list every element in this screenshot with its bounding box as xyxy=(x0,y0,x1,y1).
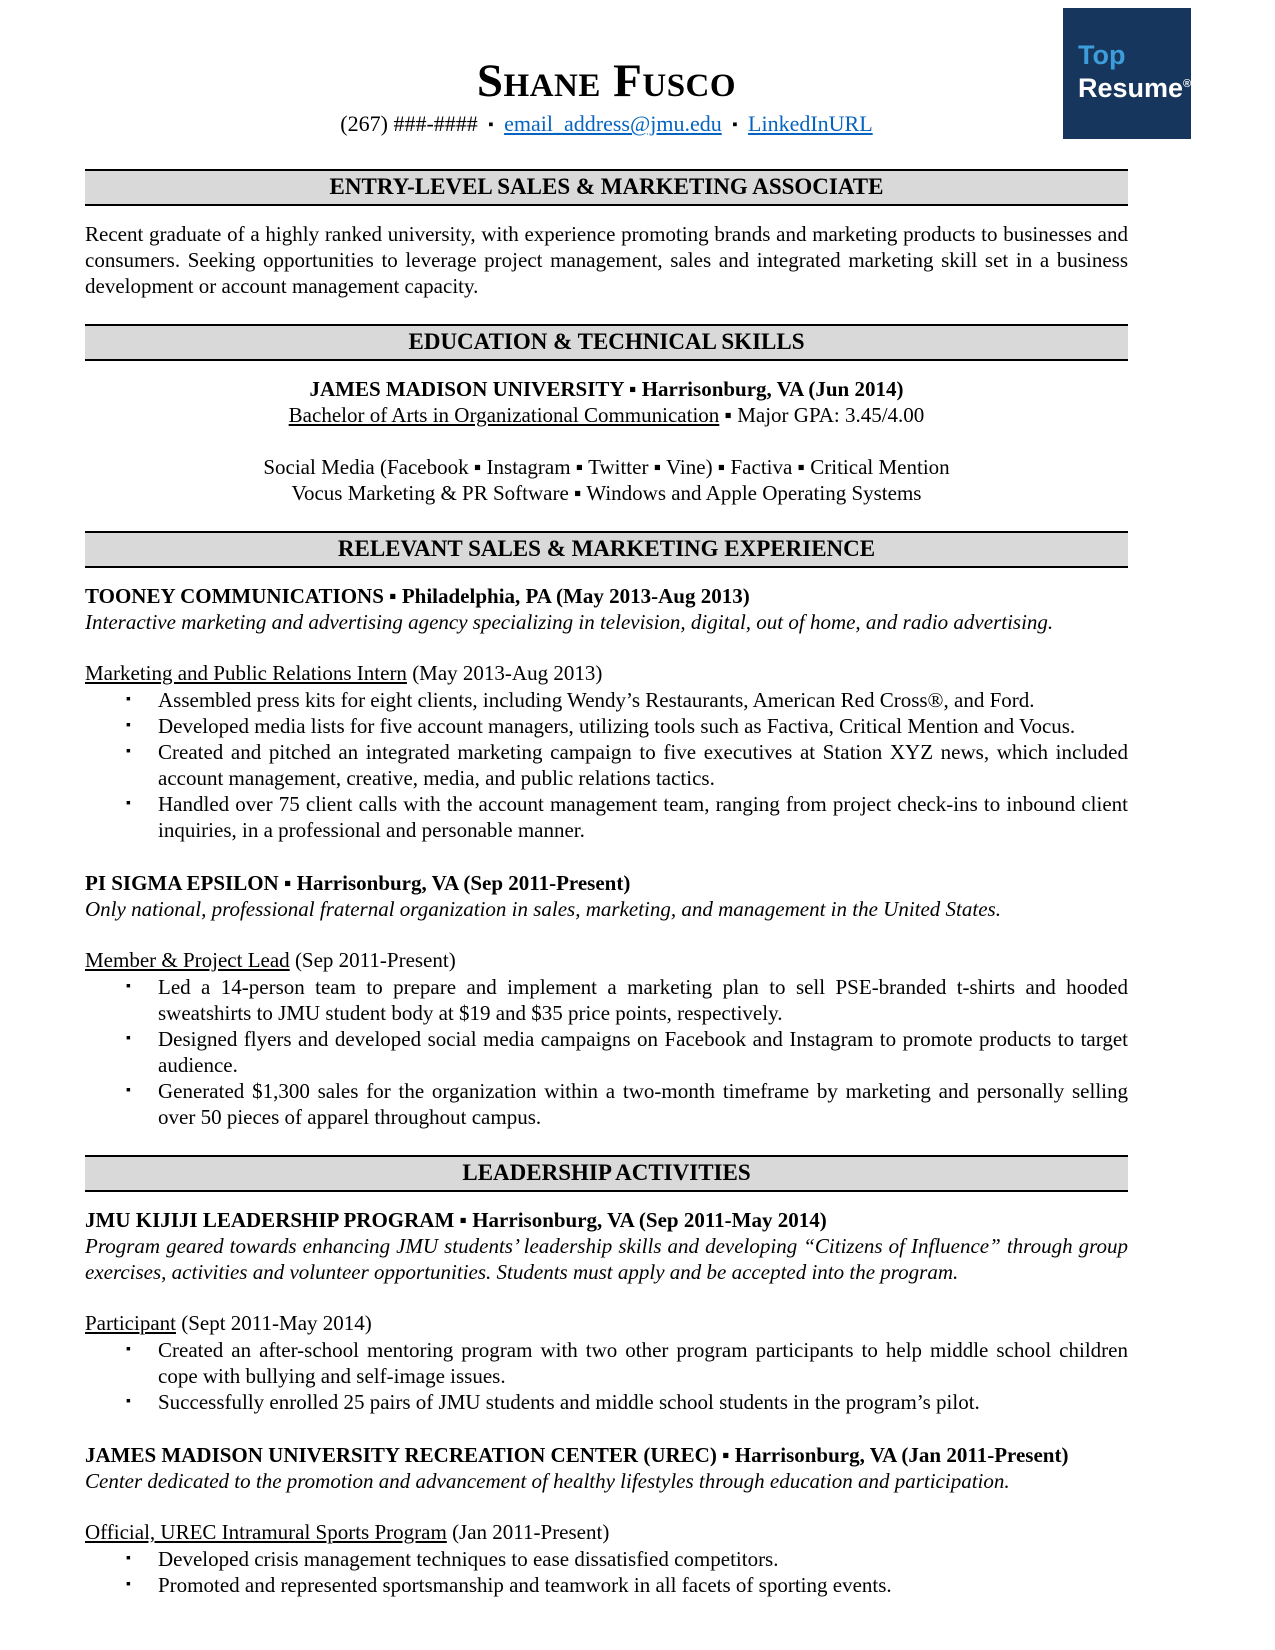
company-line: JAMES MADISON UNIVERSITY RECREATION CENTER (UREC) ▪ Harrisonburg, VA (Jan 2011-Present) xyxy=(85,1443,1069,1467)
registered-trademark-icon: ® xyxy=(1183,78,1192,90)
logo-resume-text xyxy=(1078,70,1191,103)
list-item xyxy=(125,687,1128,713)
bullet-icon: ▪ xyxy=(126,1551,131,1566)
bullet-text: Promoted and represented sportsmanship and teamwork in all facets of sporting events. xyxy=(158,1573,892,1597)
separator-icon: ▪ xyxy=(732,117,738,133)
bullet-text: Assembled press kits for eight clients, including Wendy’s Restaurants, American Red Cross®, and Ford. xyxy=(158,688,1035,712)
bullet-text: Created an after-school mentoring program with two other program participants to help middle school children cope with bullying and self-image issues. xyxy=(158,1338,1128,1388)
list-item xyxy=(125,1546,1128,1572)
list-item xyxy=(125,791,1128,843)
bullet-icon: ▪ xyxy=(126,1342,131,1357)
candidate-name: Shane Fusco xyxy=(476,55,737,107)
bullet-icon: ▪ xyxy=(126,1083,131,1098)
education-school-line: JAMES MADISON UNIVERSITY ▪ Harrisonburg, VA (Jun 2014) xyxy=(309,377,904,401)
role-dates: (Jan 2011-Present) xyxy=(446,1520,610,1544)
education-degree-line xyxy=(85,402,1128,428)
list-item xyxy=(125,739,1128,791)
job-block-urec xyxy=(85,1442,1128,1598)
bullet-text: Developed crisis management techniques to ease dissatisfied competitors. xyxy=(158,1547,779,1571)
list-item xyxy=(125,1026,1128,1078)
logo-resume-word: Resume xyxy=(1078,73,1184,103)
bullet-icon: ▪ xyxy=(126,718,131,733)
bullet-list xyxy=(125,974,1128,1130)
role-line xyxy=(85,1310,1128,1336)
role-line xyxy=(85,1519,1128,1545)
bullet-list xyxy=(125,687,1128,843)
role-title: Official, UREC Intramural Sports Program xyxy=(85,1520,447,1544)
degree-gpa: ▪ Major GPA: 3.45/4.00 xyxy=(719,403,925,427)
logo-top-text: Top xyxy=(1078,40,1126,70)
skills-line-1: Social Media (Facebook ▪ Instagram ▪ Twitter ▪ Vine) ▪ Factiva ▪ Critical Mention xyxy=(263,455,950,479)
bullet-icon: ▪ xyxy=(126,1394,131,1409)
company-description: Interactive marketing and advertising agency specializing in television, digital, out of home, and radio advertising. xyxy=(85,610,1054,634)
separator-icon: ▪ xyxy=(488,117,494,133)
phone-number: (267) ###-#### xyxy=(340,111,478,136)
bullet-list xyxy=(125,1337,1128,1415)
section-header-objective: ENTRY-LEVEL SALES & MARKETING ASSOCIATE xyxy=(85,169,1128,206)
role-dates: (Sept 2011-May 2014) xyxy=(175,1311,372,1335)
role-dates: (May 2013-Aug 2013) xyxy=(406,661,603,685)
company-description: Program geared towards enhancing JMU students’ leadership skills and developing “Citizens of Influence” through group exercises, activities and volunteer opportunities. Students must apply and be accepted into the program. xyxy=(85,1234,1128,1284)
list-item xyxy=(125,713,1128,739)
role-title: Member & Project Lead xyxy=(85,948,290,972)
list-item xyxy=(125,974,1128,1026)
section-header-leadership: LEADERSHIP ACTIVITIES xyxy=(85,1155,1128,1192)
bullet-icon: ▪ xyxy=(126,979,131,994)
bullet-icon: ▪ xyxy=(126,1577,131,1592)
degree-title: Bachelor of Arts in Organizational Communication xyxy=(288,403,720,427)
section-header-experience: RELEVANT SALES & MARKETING EXPERIENCE xyxy=(85,531,1128,568)
bullet-text: Generated $1,300 sales for the organization within a two-month timeframe by marketing and personally selling over 50 pieces of apparel throughout campus. xyxy=(158,1079,1128,1129)
bullet-icon: ▪ xyxy=(126,744,131,759)
section-header-education: EDUCATION & TECHNICAL SKILLS xyxy=(85,324,1128,361)
skills-line-2: Vocus Marketing & PR Software ▪ Windows and Apple Operating Systems xyxy=(291,481,922,505)
job-block-tooney xyxy=(85,583,1128,843)
role-title: Participant xyxy=(85,1311,176,1335)
company-line: JMU KIJIJI LEADERSHIP PROGRAM ▪ Harrisonburg, VA (Sep 2011-May 2014) xyxy=(85,1208,827,1232)
topresume-logo xyxy=(1063,8,1191,139)
company-description: Only national, professional fraternal organization in sales, marketing, and management in the United States. xyxy=(85,897,1001,921)
role-dates: (Sep 2011-Present) xyxy=(289,948,456,972)
bullet-icon: ▪ xyxy=(126,692,131,707)
bullet-icon: ▪ xyxy=(126,796,131,811)
summary-text: Recent graduate of a highly ranked university, with experience promoting brands and marketing products to businesses and consumers. Seeking opportunities to leverage project management, sales and integrated marketing skill set in a business development or account management capacity. xyxy=(85,222,1128,298)
company-line: PI SIGMA EPSILON ▪ Harrisonburg, VA (Sep 2011-Present) xyxy=(85,871,631,895)
job-block-pi-sigma-epsilon xyxy=(85,870,1128,1130)
bullet-text: Led a 14-person team to prepare and implement a marketing plan to sell PSE-branded t-shirts and hooded sweatshirts to JMU student body at $19 and $35 price points, respectively. xyxy=(158,975,1128,1025)
bullet-text: Developed media lists for five account managers, utilizing tools such as Factiva, Critical Mention and Vocus. xyxy=(158,714,1076,738)
role-title: Marketing and Public Relations Intern xyxy=(85,661,407,685)
list-item xyxy=(125,1389,1128,1415)
list-item xyxy=(125,1337,1128,1389)
company-line: TOONEY COMMUNICATIONS ▪ Philadelphia, PA (May 2013-Aug 2013) xyxy=(85,584,750,608)
role-line xyxy=(85,947,1128,973)
company-description: Center dedicated to the promotion and advancement of healthy lifestyles through education and participation. xyxy=(85,1469,1010,1493)
email-link[interactable]: email_address@jmu.edu xyxy=(504,111,722,136)
bullet-icon: ▪ xyxy=(126,1031,131,1046)
linkedin-link[interactable]: LinkedInURL xyxy=(748,111,873,136)
bullet-text: Created and pitched an integrated marketing campaign to five executives at Station XYZ news, which included account management, creative, media, and public relations tactics. xyxy=(158,740,1128,790)
list-item xyxy=(125,1078,1128,1130)
bullet-text: Handled over 75 client calls with the account management team, ranging from project check-ins to inbound client inquiries, in a professional and personable manner. xyxy=(158,792,1128,842)
bullet-text: Designed flyers and developed social media campaigns on Facebook and Instagram to promote products to target audience. xyxy=(158,1027,1128,1077)
job-block-kijiji xyxy=(85,1207,1128,1415)
contact-line xyxy=(85,111,1128,138)
role-line xyxy=(85,660,1128,686)
list-item xyxy=(125,1572,1128,1598)
bullet-text: Successfully enrolled 25 pairs of JMU students and middle school students in the program’s pilot. xyxy=(158,1390,980,1414)
bullet-list xyxy=(125,1546,1128,1598)
